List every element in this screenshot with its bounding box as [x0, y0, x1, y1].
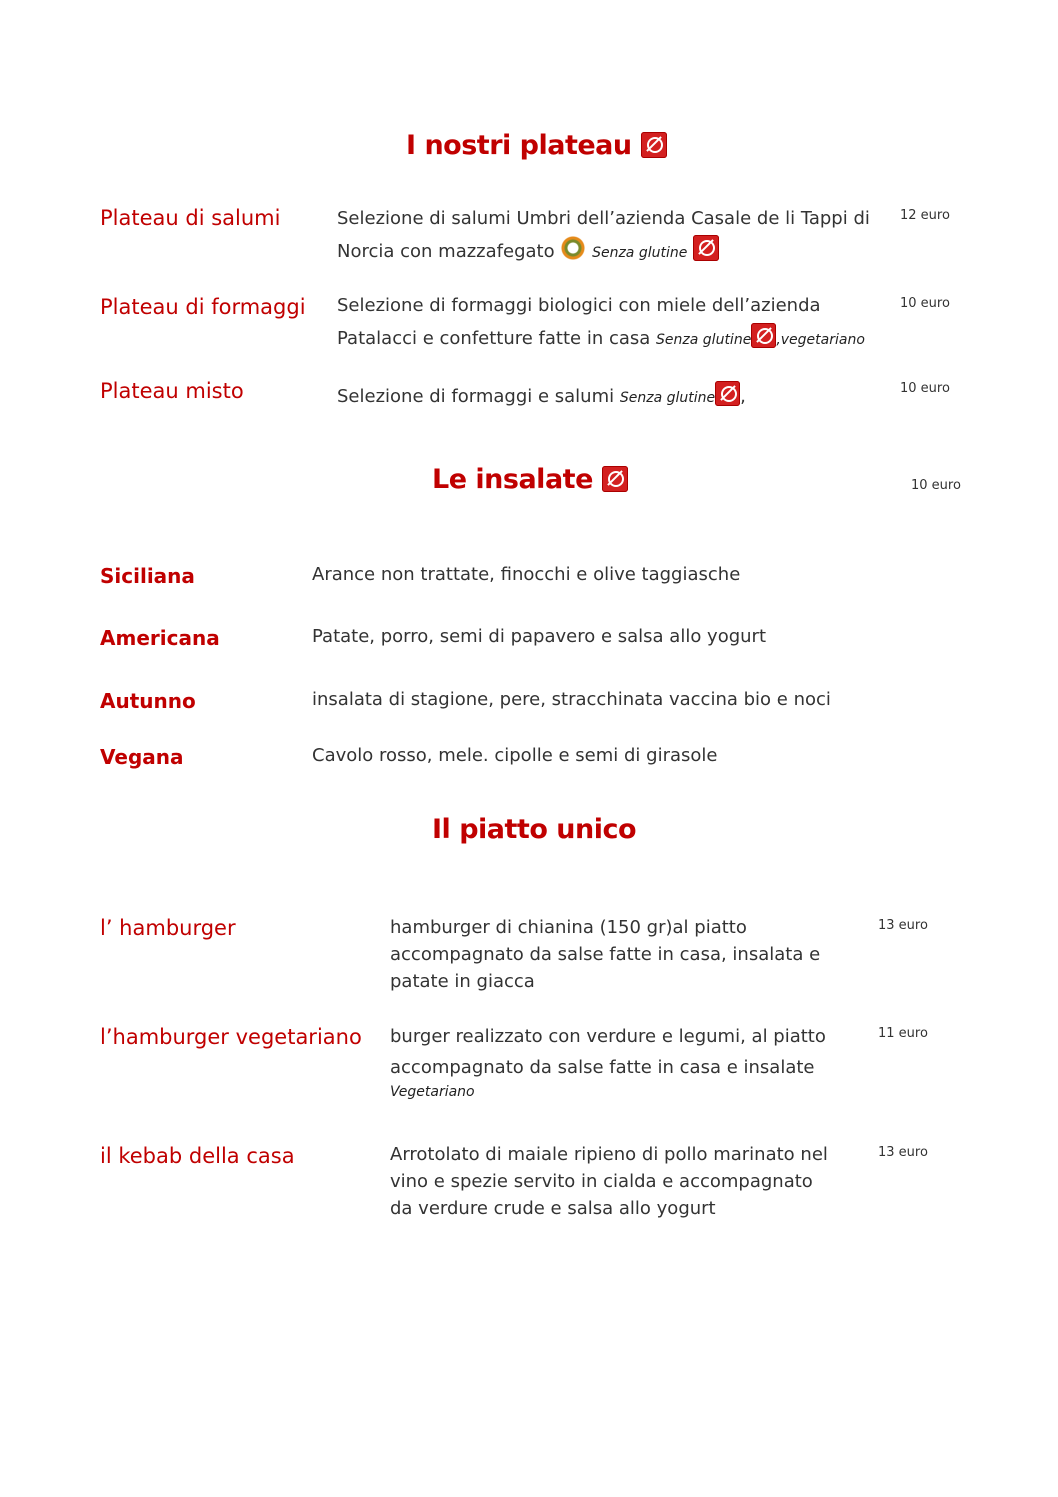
- item-desc-plateau-formaggi: [337, 289, 897, 357]
- item-price: 12 euro: [900, 208, 950, 223]
- item-name-plateau-misto: Plateau misto: [100, 379, 244, 403]
- item-desc-hamburger-vegetariano: [390, 1020, 850, 1101]
- item-name-hamburger: l’ hamburger: [100, 916, 236, 940]
- desc-text: ,: [740, 386, 746, 407]
- section-title-insalate-text: Le insalate: [432, 464, 593, 495]
- diet-note: Senza glutine: [619, 390, 716, 406]
- item-name-vegana: Vegana: [100, 745, 184, 769]
- item-price: 13 euro: [878, 918, 928, 933]
- desc-line: Selezione di formaggi biologici con miele dell’azienda: [337, 295, 821, 316]
- item-name-americana: Americana: [100, 626, 220, 650]
- desc-line: [337, 235, 877, 270]
- sun-logo-icon: [560, 235, 586, 261]
- gluten-free-icon: [602, 466, 628, 492]
- item-name-plateau-formaggi: Plateau di formaggi: [100, 295, 306, 319]
- desc-line: Selezione di salumi Umbri dell’azienda Casale de li Tappi di: [337, 208, 870, 229]
- desc-line: [337, 322, 897, 357]
- item-desc-plateau-misto: [337, 380, 877, 415]
- section-title-insalate: [432, 464, 628, 495]
- desc-text: Patalacci e confetture fatte in casa: [337, 328, 651, 349]
- item-price: 10 euro: [900, 296, 950, 311]
- section-title-plateau-text: I nostri plateau: [406, 130, 632, 161]
- item-desc-hamburger: hamburger di chianina (150 gr)al piatto accompagnato da salse fatte in casa, insalata e patate in giacca: [390, 917, 821, 992]
- desc-line: accompagnato da salse fatte in casa e insalate: [390, 1057, 815, 1078]
- item-desc-autunno: insalata di stagione, pere, stracchinata vaccina bio e noci: [312, 689, 831, 710]
- gluten-free-icon: [641, 132, 667, 158]
- gluten-free-icon: [751, 323, 776, 348]
- item-price: 11 euro: [878, 1026, 928, 1041]
- gluten-free-icon: [693, 235, 719, 261]
- gluten-free-icon: [715, 381, 740, 406]
- diet-note: Senza glutine: [656, 332, 752, 348]
- diet-note: ,vegetariano: [776, 332, 865, 348]
- desc-line: burger realizzato con verdure e legumi, al piatto: [390, 1026, 826, 1047]
- item-name-kebab: il kebab della casa: [100, 1144, 295, 1168]
- item-desc-americana: Patate, porro, semi di papavero e salsa allo yogurt: [312, 626, 767, 647]
- item-name-siciliana: Siciliana: [100, 564, 195, 588]
- desc-text: Norcia con mazzafegato: [337, 241, 555, 262]
- item-price: 13 euro: [878, 1145, 928, 1160]
- diet-note: Vegetariano: [390, 1084, 475, 1100]
- item-desc-vegana: Cavolo rosso, mele. cipolle e semi di girasole: [312, 745, 718, 766]
- desc-text: Selezione di formaggi e salumi: [337, 386, 615, 407]
- item-name-hamburger-vegetariano: l’hamburger vegetariano: [100, 1025, 362, 1049]
- item-desc-kebab: Arrotolato di maiale ripieno di pollo marinato nel vino e spezie servito in cialda e accompagnato da verdure crude e salsa allo yogurt: [390, 1144, 828, 1219]
- section-price-insalate: 10 euro: [911, 478, 961, 493]
- section-title-plateau: [406, 130, 667, 161]
- section-title-piatto-unico: Il piatto unico: [432, 814, 637, 845]
- item-desc-siciliana: Arance non trattate, finocchi e olive taggiasche: [312, 564, 741, 585]
- item-price: 10 euro: [900, 381, 950, 396]
- item-desc-plateau-salumi: [337, 202, 877, 270]
- item-name-plateau-salumi: Plateau di salumi: [100, 206, 281, 230]
- diet-note: Senza glutine: [592, 245, 688, 261]
- item-name-autunno: Autunno: [100, 689, 196, 713]
